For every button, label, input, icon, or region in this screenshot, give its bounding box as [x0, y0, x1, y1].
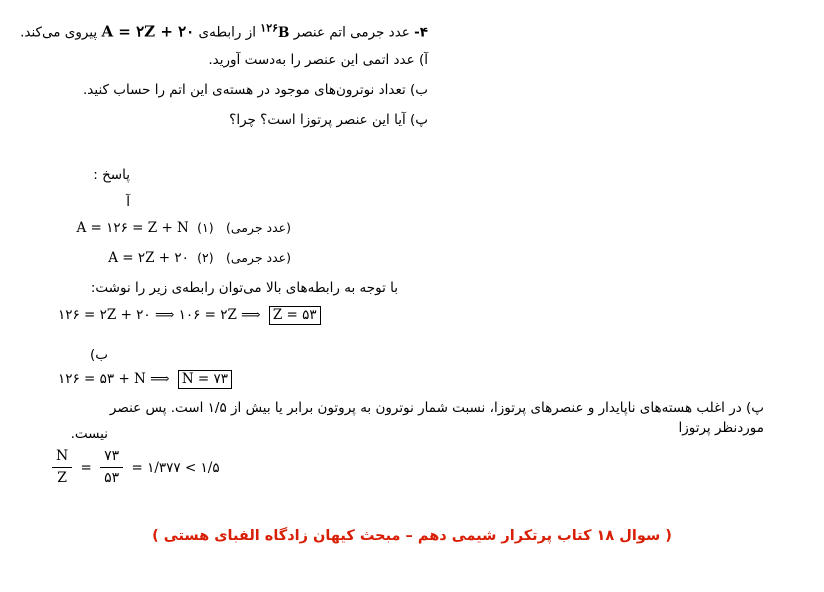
element-symbol [260, 21, 290, 41]
result-z: Z = ۵۳ [269, 306, 321, 325]
ratio-right-denominator: ۵۳ [104, 470, 120, 486]
ratio-right-fraction [100, 446, 123, 489]
equation-1-row [76, 218, 291, 238]
question-line-1 [20, 20, 428, 43]
question-part-b: ب) تعداد نوترون‌های موجود در هسته‌ی این اتم را حساب کنید. [83, 82, 428, 98]
footer-source-note: ( سوال ۱۸ کتاب پرتکرار شیمی دهم – مبحث کیهان زادگاه الفبای هستی ) [152, 528, 672, 544]
question-text-tail: پیروی می‌کند. [20, 24, 98, 41]
element-mass-number: ۱۲۶ [260, 21, 279, 34]
ratio-line [52, 446, 220, 489]
ratio-right-numerator: ۷۳ [100, 446, 123, 468]
element-letter: B [278, 24, 290, 41]
equation-2-tag: (۲) [197, 250, 214, 265]
ratio-equals: = [80, 459, 92, 476]
equation-2: A = ۲Z + ۲۰ [108, 250, 189, 266]
ratio-tail: = ۱/۳۷۷ < ۱/۵ [131, 459, 220, 476]
equation-1: A = ۱۲۶ = Z + N [76, 220, 189, 236]
question-text-after: از رابطه‌ی [198, 24, 256, 41]
equation-2-row [108, 248, 291, 268]
question-part-a: آ) عدد اتمی این عنصر را به‌دست آورید. [208, 52, 428, 68]
answer-part-a-marker: آ [126, 194, 130, 210]
neutron-expression: ۱۲۶ = ۵۳ + N ⟹ [58, 371, 170, 387]
neutron-line [58, 369, 232, 389]
question-part-c: پ) آیا این عنصر پرتوزا است؟ چرا؟ [229, 112, 428, 128]
result-n: N = ۷۳ [178, 370, 232, 389]
answer-label: پاسخ : [93, 167, 130, 183]
question-text-before: عدد جرمی اتم عنصر [293, 24, 410, 41]
derivation-expression: ۱۲۶ = ۲Z + ۲۰ ⟹ ۱۰۶ = ۲Z ⟹ [58, 307, 261, 323]
answer-part-c-text-2: نیست. [70, 426, 108, 442]
equation-2-note: (عدد جرمی) [225, 250, 291, 265]
equation-1-tag: (۱) [197, 220, 214, 235]
question-number: ۴- [414, 24, 428, 41]
equation-1-note: (عدد جرمی) [225, 220, 291, 235]
derivation-intro: با توجه به رابطه‌های بالا می‌توان رابطه‌ی زیر را نوشت: [90, 280, 398, 296]
ratio-left-numerator: N [52, 446, 72, 468]
question-relation: A = ۲Z + ۲۰ [101, 22, 195, 41]
ratio-left-fraction [52, 446, 72, 489]
ratio-left-denominator: Z [57, 470, 67, 486]
answer-part-b-marker: ب) [90, 347, 108, 363]
answer-part-c-text: پ) در اغلب هسته‌های ناپایدار و عنصرهای پرتوزا، نسبت شمار نوترون به پروتون برابر یا بیش از ۱/۵ است. پس عنصر موردنظر پرتوزا [109, 400, 764, 437]
derivation-line [58, 305, 321, 325]
